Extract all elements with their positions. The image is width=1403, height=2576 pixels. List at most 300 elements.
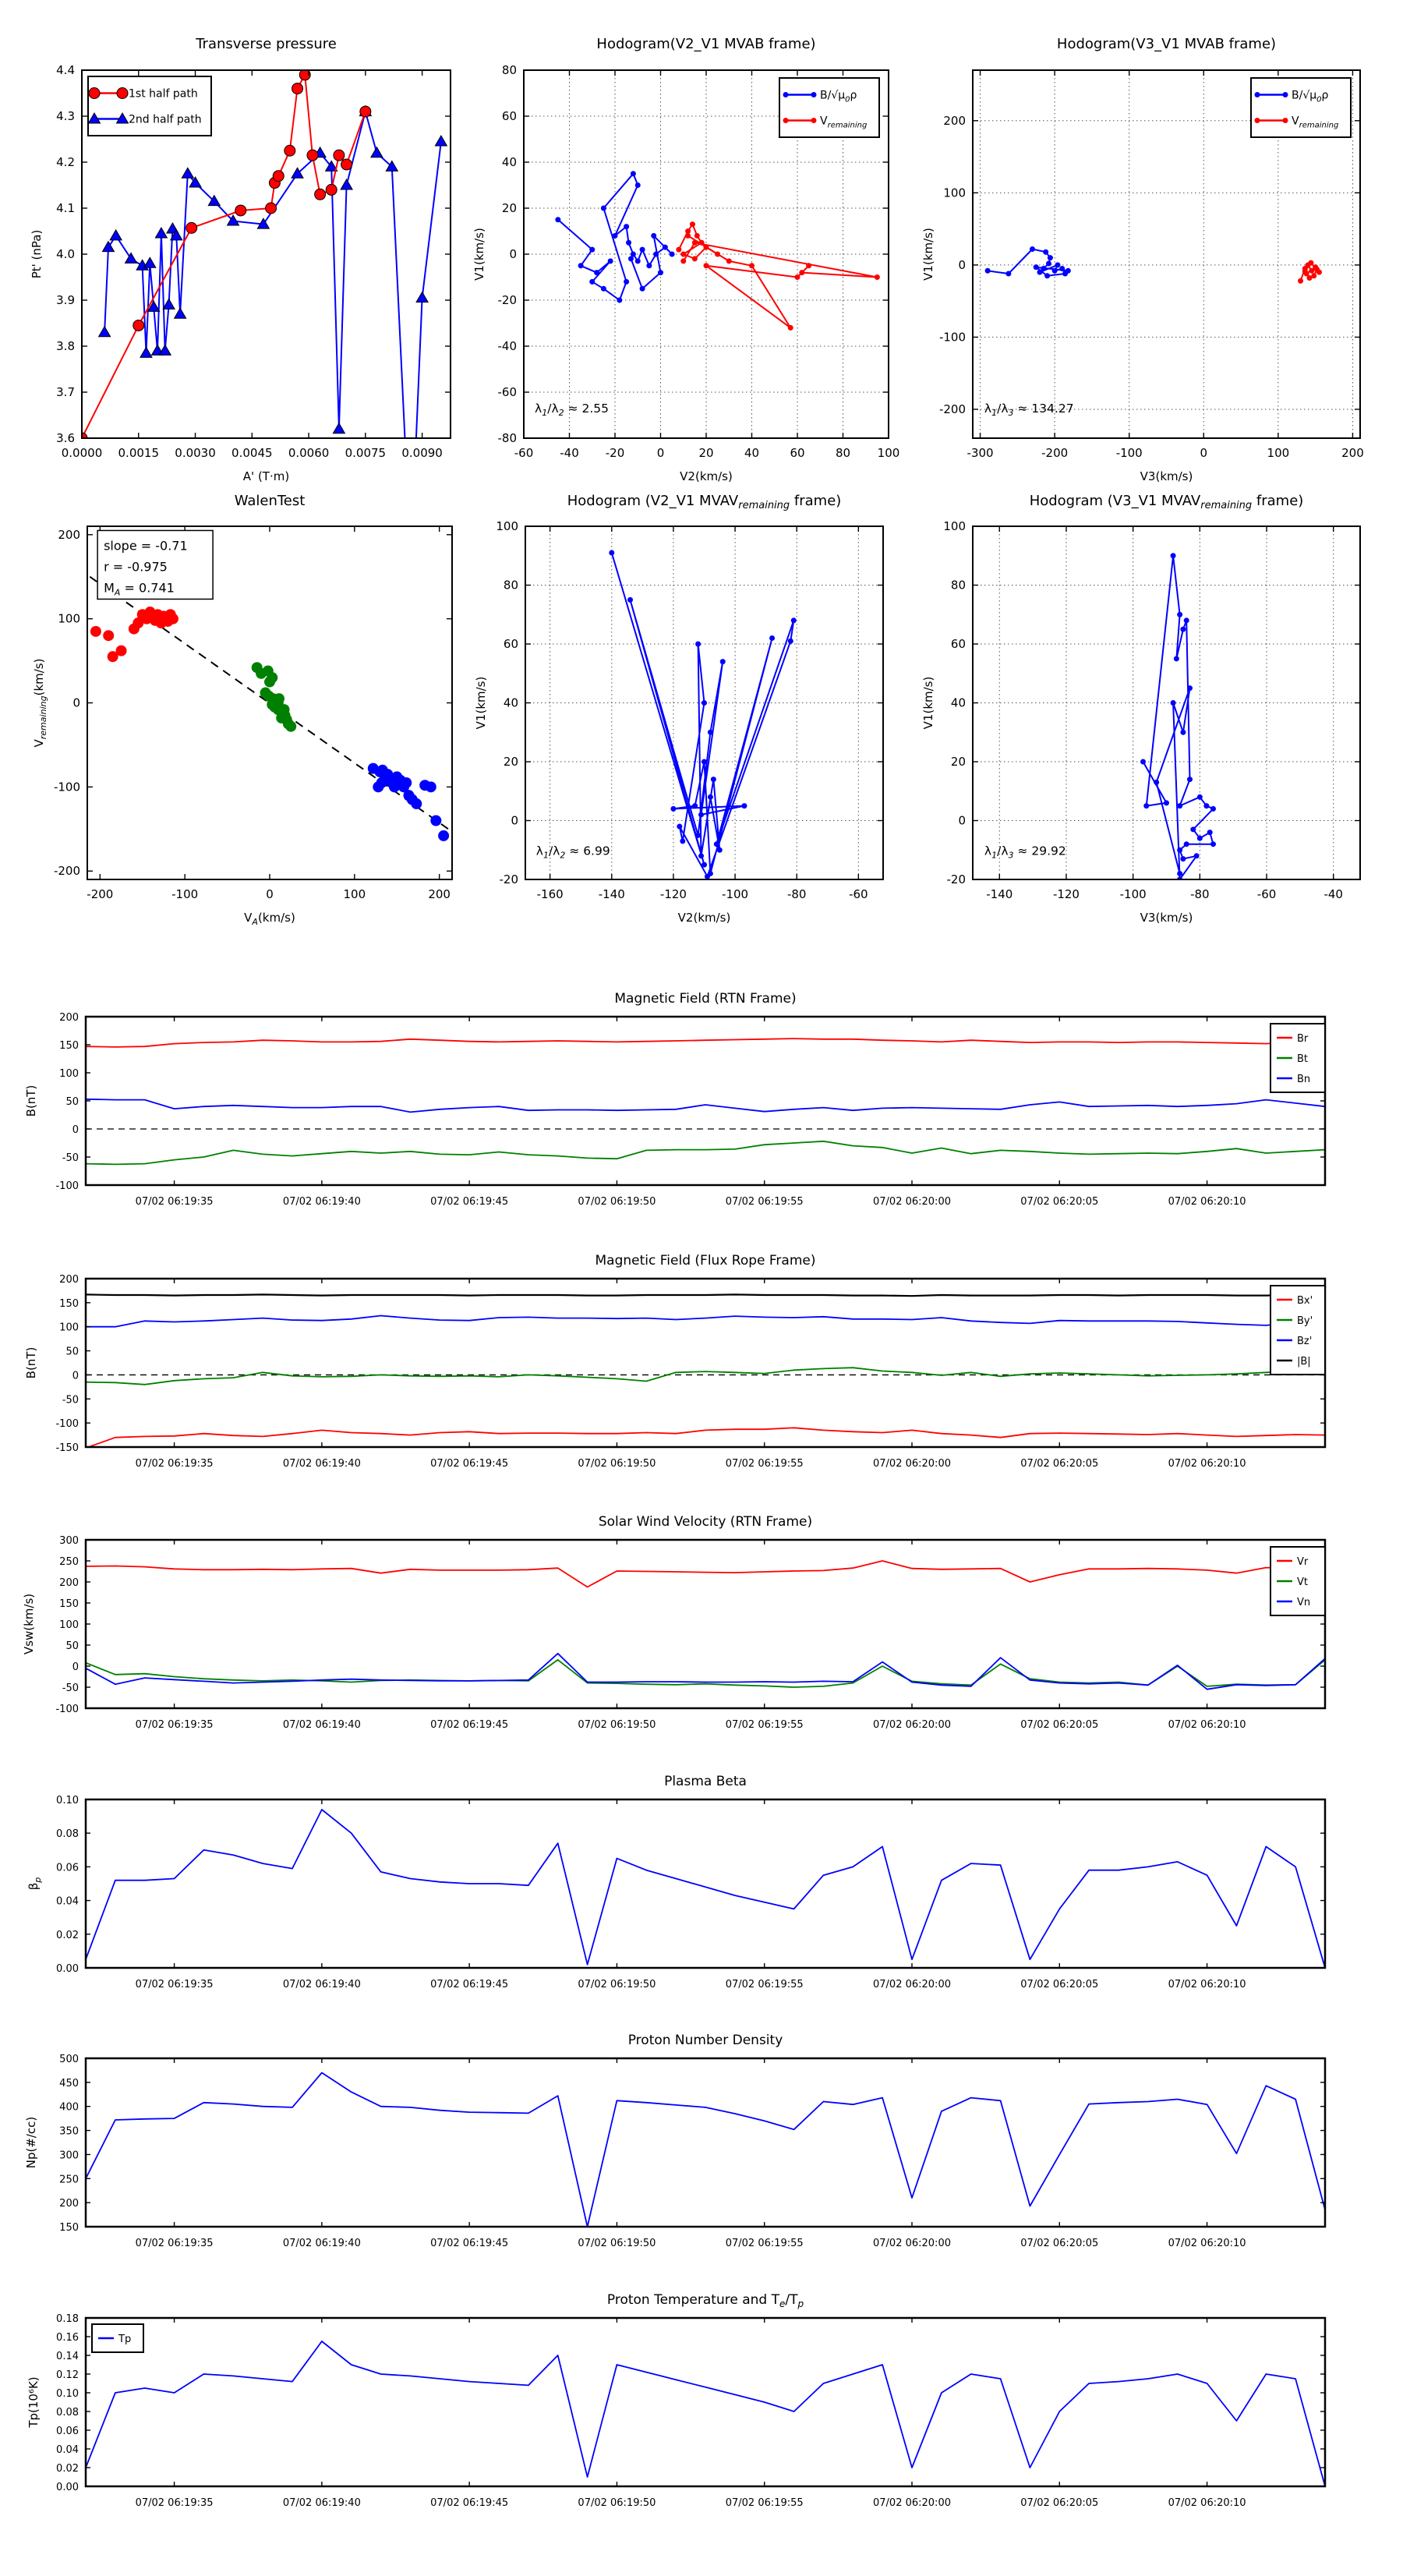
x-tick-label: 07/02 06:19:40 (282, 1458, 361, 1470)
marker-dot (690, 221, 695, 227)
y-tick-label: 0.10 (56, 2388, 79, 2400)
x-tick-label: 07/02 06:19:45 (430, 1979, 509, 1990)
eigenvalue-annotation: $\lambda_1/\lambda_2 \approx 2.55$ (535, 401, 609, 418)
marker-circle (292, 83, 303, 94)
chart-magnetic-field-flux-rope (24, 1253, 1325, 1470)
marker-dot (1197, 836, 1203, 841)
marker-triangle (163, 299, 175, 309)
y-tick-label: 80 (501, 63, 517, 77)
marker-dot (1177, 612, 1182, 617)
y-tick-label: -20 (946, 872, 966, 886)
y-tick-label: 40 (501, 155, 517, 169)
x-tick-label: 07/02 06:19:35 (135, 1979, 214, 1990)
y-tick-label: 350 (59, 2125, 79, 2138)
y-tick-label: 0 (72, 1124, 79, 1136)
marker-dot (1177, 871, 1182, 876)
marker-dot (1255, 92, 1260, 97)
y-tick-label: 0 (72, 1661, 79, 1673)
chart-walen-test (32, 493, 452, 927)
x-tick-label: 07/02 06:19:55 (725, 2238, 804, 2249)
series-V-hodogram (1143, 556, 1214, 879)
series-Vr (86, 1561, 1325, 1587)
series-V-hodogram (612, 553, 794, 876)
chart-proton-temperature (27, 2292, 1325, 2509)
y-tick-label: 0 (511, 813, 518, 828)
x-tick-label: -100 (171, 887, 199, 901)
marker-dot (692, 240, 698, 246)
marker-dot (741, 803, 747, 809)
marker-dot (1197, 794, 1203, 800)
marker-dot (624, 224, 629, 229)
marker-triangle (416, 292, 428, 303)
series-V-remaining (679, 225, 878, 328)
x-tick-label: 07/02 06:20:10 (1168, 2238, 1246, 2249)
walen-test-xlabel: $V_A(km/s)$ (244, 911, 295, 927)
hodogram-v2v1-mvab-ylabel: V1(km/s) (472, 228, 486, 281)
y-tick-label: -20 (497, 293, 517, 307)
y-tick-label: 200 (58, 527, 80, 542)
axes-frame (86, 2318, 1325, 2486)
y-tick-label: 100 (59, 1322, 79, 1334)
marker-dot (708, 730, 713, 735)
hodogram-v3v1-mvab-xlabel: V3(km/s) (1140, 469, 1193, 483)
marker-dot (715, 252, 720, 257)
y-tick-label: 0.04 (56, 2444, 79, 2456)
x-tick-label: 07/02 06:19:35 (135, 2238, 214, 2249)
y-tick-label: 0.02 (56, 2463, 79, 2475)
marker-triangle (371, 147, 383, 157)
x-tick-label: 07/02 06:20:10 (1168, 1458, 1246, 1470)
marker-dot (264, 677, 275, 688)
marker-dot (717, 847, 723, 853)
y-tick-label: 0.04 (56, 1895, 79, 1908)
y-tick-label: 0.18 (56, 2313, 79, 2325)
x-tick-label: 07/02 06:20:10 (1168, 1196, 1246, 1208)
legend-label: Br (1297, 1033, 1309, 1045)
marker-circle (266, 203, 277, 214)
y-tick-label: 0 (958, 257, 966, 272)
marker-dot (676, 247, 681, 253)
x-tick-label: 07/02 06:19:45 (430, 2497, 509, 2509)
marker-dot (1171, 553, 1176, 558)
chart-hodogram-v2v1-mvab (472, 36, 899, 483)
marker-triangle (175, 308, 186, 318)
series-By-prime (86, 1368, 1325, 1385)
y-tick-label: 50 (65, 1640, 79, 1652)
x-tick-label: -200 (87, 887, 114, 901)
marker-circle (186, 222, 197, 233)
series-Vt (86, 1660, 1325, 1687)
y-tick-label: 3.7 (56, 385, 75, 399)
marker-dot (594, 270, 599, 275)
y-tick-label: -50 (62, 1394, 79, 1407)
y-tick-label: 0.14 (56, 2351, 79, 2362)
x-tick-label: 80 (835, 446, 851, 460)
x-tick-label: 0.0045 (231, 446, 273, 460)
x-tick-label: 0 (266, 887, 274, 901)
marker-dot (555, 217, 560, 222)
x-tick-label: 07/02 06:19:40 (282, 1719, 361, 1731)
y-tick-label: 0.08 (56, 2407, 79, 2419)
marker-dot (875, 274, 880, 280)
marker-dot (788, 639, 793, 644)
marker-dot (1140, 759, 1146, 765)
y-tick-label: 4.4 (56, 63, 75, 77)
series-beta-p (86, 1810, 1325, 1968)
legend-box (88, 76, 211, 136)
marker-dot (705, 874, 710, 879)
legend-label: By' (1297, 1315, 1313, 1327)
marker-dot (1180, 730, 1186, 735)
marker-dot (811, 118, 817, 123)
marker-dot (658, 270, 663, 275)
marker-dot (1143, 803, 1149, 809)
marker-dot (711, 777, 716, 782)
marker-circle (117, 88, 128, 99)
marker-dot (589, 279, 595, 285)
series-Bt (86, 1141, 1325, 1165)
legend-label: $V_{remaining}$ (1292, 115, 1339, 130)
marker-dot (663, 245, 668, 250)
y-tick-label: 40 (503, 695, 518, 710)
marker-dot (1059, 266, 1065, 271)
marker-triangle (435, 136, 447, 146)
marker-circle (326, 184, 337, 195)
x-tick-label: 0.0090 (401, 446, 443, 460)
marker-dot (1174, 656, 1179, 661)
marker-dot (430, 816, 441, 826)
series-Br (86, 1039, 1325, 1047)
y-tick-label: 100 (943, 519, 966, 533)
marker-dot (769, 635, 775, 641)
marker-dot (589, 247, 595, 253)
legend-label: Tp (118, 2334, 132, 2345)
x-tick-label: 07/02 06:19:50 (578, 2497, 656, 2509)
walen-test-title: WalenTest (234, 493, 306, 509)
marker-dot (640, 247, 645, 253)
marker-dot (426, 781, 436, 792)
proton-temperature-ylabel: Tp(10⁶K) (27, 2376, 41, 2428)
x-tick-label: 07/02 06:20:10 (1168, 1719, 1246, 1731)
marker-dot (608, 258, 613, 264)
proton-temperature-title: Proton Temperature and $T_e/T_p$ (606, 2292, 804, 2309)
x-tick-label: -200 (1041, 446, 1069, 460)
chart-hodogram-v2v1-mvav (474, 493, 883, 925)
x-tick-label: 07/02 06:19:50 (578, 1719, 656, 1731)
hodogram-v2v1-mvav-ylabel: V1(km/s) (474, 676, 488, 730)
marker-dot (702, 862, 707, 868)
marker-dot (795, 274, 800, 280)
y-tick-label: -80 (497, 431, 517, 445)
marker-dot (601, 206, 606, 211)
x-tick-label: 07/02 06:19:45 (430, 2238, 509, 2249)
x-tick-label: 07/02 06:19:55 (725, 1719, 804, 1731)
marker-circle (360, 106, 371, 117)
marker-dot (653, 252, 659, 257)
solar-wind-velocity-ylabel: Vsw(km/s) (22, 1593, 36, 1655)
x-tick-label: -20 (605, 446, 625, 460)
x-tick-label: 07/02 06:19:55 (725, 1979, 804, 1990)
legend-label: |B| (1297, 1356, 1311, 1368)
marker-triangle (333, 423, 345, 433)
axes-frame (86, 2058, 1325, 2227)
y-tick-label: 200 (59, 1274, 79, 1286)
y-tick-label: 4.1 (56, 201, 75, 215)
series-Bn (86, 1099, 1325, 1113)
plasma-beta-title: Plasma Beta (664, 1774, 747, 1789)
marker-circle (273, 171, 284, 182)
legend-label: $V_{remaining}$ (820, 115, 868, 130)
marker-dot (1283, 92, 1288, 97)
x-tick-label: 07/02 06:20:00 (873, 1979, 951, 1990)
chart-hodogram-v3v1-mvab (921, 36, 1364, 483)
x-tick-label: 07/02 06:20:00 (873, 2238, 951, 2249)
marker-triangle (99, 327, 111, 337)
y-tick-label: 4.3 (56, 109, 75, 123)
y-tick-label: 100 (58, 611, 80, 626)
marker-dot (694, 233, 700, 239)
hodogram-v2v1-mvab-xlabel: V2(km/s) (680, 469, 733, 483)
marker-triangle (341, 179, 352, 189)
y-tick-label: -50 (62, 1683, 79, 1694)
x-tick-label: 0.0015 (118, 446, 160, 460)
eigenvalue-annotation: $\lambda_1/\lambda_3 \approx 134.27$ (984, 401, 1074, 418)
y-tick-label: 500 (59, 2054, 79, 2065)
y-tick-label: 300 (59, 1535, 79, 1547)
marker-dot (685, 233, 691, 239)
chart-plasma-beta (27, 1774, 1325, 1990)
series-Tp (86, 2341, 1325, 2486)
x-tick-label: -140 (598, 887, 625, 901)
hodogram-v2v1-mvab-title: Hodogram(V2_V1 MVAB frame) (596, 36, 816, 52)
x-tick-label: 20 (698, 446, 714, 460)
marker-triangle (405, 557, 417, 567)
marker-dot (1005, 271, 1011, 276)
y-tick-label: 0 (72, 695, 80, 710)
marker-dot (1203, 803, 1209, 809)
x-tick-label: -160 (536, 887, 564, 901)
marker-dot (626, 240, 631, 246)
stats-line: r = -0.975 (104, 559, 168, 575)
marker-dot (1044, 273, 1050, 278)
y-tick-label: -100 (55, 1704, 79, 1715)
marker-dot (702, 700, 707, 706)
y-tick-label: -100 (938, 330, 966, 345)
marker-dot (1190, 826, 1196, 832)
legend-label: Vn (1297, 1597, 1311, 1608)
marker-circle (133, 320, 144, 331)
legend-label: Vt (1297, 1576, 1308, 1588)
marker-dot (1302, 269, 1308, 274)
y-tick-label: 150 (59, 1040, 79, 1052)
magnetic-field-flux-rope-title: Magnetic Field (Flux Rope Frame) (595, 1253, 816, 1269)
marker-dot (635, 182, 641, 188)
marker-dot (749, 263, 755, 268)
marker-dot (609, 550, 614, 555)
y-tick-label: 100 (59, 1068, 79, 1080)
marker-dot (692, 803, 698, 809)
legend-label: 1st half path (129, 87, 198, 101)
transverse-pressure-xlabel: A' (T·m) (242, 469, 290, 483)
marker-dot (116, 646, 127, 656)
marker-dot (1180, 627, 1186, 632)
hodogram-v3v1-mvab-title: Hodogram(V3_V1 MVAB frame) (1056, 36, 1277, 52)
x-tick-label: -80 (1190, 887, 1210, 901)
y-tick-label: 150 (59, 1297, 79, 1310)
x-tick-label: 07/02 06:20:05 (1020, 1196, 1099, 1208)
y-tick-label: 20 (950, 755, 966, 769)
marker-dot (680, 252, 686, 257)
x-tick-label: 07/02 06:19:40 (282, 2238, 361, 2249)
marker-dot (677, 824, 682, 830)
series-Bz-prime (86, 1316, 1325, 1327)
x-tick-label: -120 (1052, 887, 1080, 901)
marker-circle (235, 205, 246, 216)
x-tick-label: 07/02 06:19:45 (430, 1196, 509, 1208)
marker-circle (341, 159, 352, 170)
marker-dot (1210, 806, 1216, 812)
stats-line: $M_A = 0.741$ (104, 580, 175, 598)
marker-dot (799, 270, 804, 275)
marker-dot (1164, 800, 1169, 805)
marker-dot (670, 806, 676, 812)
y-tick-label: -20 (499, 872, 518, 886)
y-tick-label: 400 (59, 2101, 79, 2114)
marker-dot (1037, 270, 1043, 275)
marker-dot (695, 642, 701, 647)
y-tick-label: 200 (59, 1577, 79, 1589)
marker-dot (783, 92, 789, 97)
eigenvalue-annotation: $\lambda_1/\lambda_2 \approx 6.99$ (535, 844, 610, 861)
y-tick-label: 100 (496, 519, 518, 533)
x-tick-label: 0 (656, 446, 665, 460)
x-tick-label: 07/02 06:19:50 (578, 1196, 656, 1208)
marker-dot (699, 240, 705, 246)
x-tick-label: 07/02 06:20:05 (1020, 2497, 1099, 2509)
y-tick-label: -50 (62, 1152, 79, 1164)
x-tick-label: 100 (877, 446, 900, 460)
marker-dot (628, 256, 634, 261)
y-tick-label: -200 (938, 402, 966, 416)
y-tick-label: 20 (503, 755, 518, 769)
y-tick-label: 0.12 (56, 2369, 79, 2381)
marker-dot (698, 812, 704, 817)
legend-label: $B/√\mu_0\rho$ (820, 89, 857, 104)
marker-triangle (125, 253, 137, 263)
x-tick-label: 0 (1200, 446, 1208, 460)
x-tick-label: 07/02 06:19:35 (135, 2497, 214, 2509)
y-tick-label: -40 (497, 339, 517, 353)
axes-frame (86, 1540, 1325, 1708)
magnetic-field-rtn-ylabel: B(nT) (24, 1085, 38, 1117)
x-tick-label: 07/02 06:20:00 (873, 1458, 951, 1470)
plasma-beta-ylabel: $\beta_p$ (27, 1877, 43, 1891)
solar-wind-velocity-title: Solar Wind Velocity (RTN Frame) (598, 1514, 813, 1530)
marker-dot (1184, 841, 1189, 847)
x-tick-label: 07/02 06:19:50 (578, 1979, 656, 1990)
x-tick-label: 0.0075 (345, 446, 387, 460)
x-tick-label: 200 (1341, 446, 1364, 460)
y-tick-label: 0.06 (56, 2426, 79, 2437)
marker-dot (1154, 780, 1159, 785)
marker-dot (680, 258, 686, 264)
marker-dot (624, 279, 629, 285)
marker-dot (376, 777, 387, 788)
x-tick-label: 60 (790, 446, 805, 460)
y-tick-label: 50 (65, 1346, 79, 1358)
y-tick-label: 100 (59, 1619, 79, 1631)
x-tick-label: 0.0060 (288, 446, 330, 460)
marker-dot (1316, 270, 1322, 275)
hodogram-v3v1-mvav-ylabel: V1(km/s) (921, 676, 935, 730)
marker-dot (680, 838, 685, 844)
marker-dot (1066, 268, 1071, 274)
y-tick-label: 3.9 (56, 293, 75, 307)
y-tick-label: 0.08 (56, 1828, 79, 1841)
marker-dot (1187, 777, 1193, 782)
x-tick-label: 07/02 06:20:05 (1020, 2238, 1099, 2249)
marker-dot (788, 325, 793, 331)
y-tick-label: 60 (950, 637, 966, 651)
x-tick-label: 07/02 06:20:00 (873, 2497, 951, 2509)
y-tick-label: 100 (943, 186, 966, 200)
marker-dot (698, 853, 704, 858)
chart-transverse-pressure (30, 36, 451, 567)
x-tick-label: 07/02 06:19:35 (135, 1458, 214, 1470)
x-tick-label: -40 (1323, 887, 1343, 901)
y-tick-label: 0.06 (56, 1862, 79, 1874)
marker-dot (168, 614, 178, 625)
y-tick-label: 50 (65, 1096, 79, 1108)
x-tick-label: 07/02 06:20:05 (1020, 1458, 1099, 1470)
marker-dot (601, 286, 606, 292)
marker-dot (1180, 856, 1186, 862)
y-tick-label: 200 (943, 113, 966, 128)
series-B-magnitude (86, 1294, 1325, 1296)
marker-dot (811, 92, 817, 97)
marker-triangle (102, 242, 114, 252)
marker-circle (284, 145, 295, 156)
marker-dot (695, 833, 701, 838)
magnetic-field-rtn-title: Magnetic Field (RTN Frame) (614, 991, 797, 1007)
y-tick-label: 60 (501, 109, 517, 123)
chart-hodogram-v3v1-mvav (921, 493, 1360, 925)
marker-dot (1046, 261, 1051, 267)
y-tick-label: 0.16 (56, 2332, 79, 2344)
marker-dot (1055, 262, 1060, 267)
x-tick-label: -140 (986, 887, 1013, 901)
series-Np (86, 2073, 1325, 2227)
marker-dot (1255, 118, 1260, 123)
marker-dot (1184, 617, 1189, 623)
marker-dot (1043, 249, 1048, 255)
marker-dot (1210, 841, 1216, 847)
marker-dot (726, 258, 732, 264)
y-tick-label: -150 (55, 1442, 79, 1454)
hodogram-v2v1-mvav-xlabel: V2(km/s) (677, 911, 731, 925)
proton-number-density-title: Proton Number Density (627, 2033, 783, 2048)
marker-dot (1030, 246, 1035, 252)
x-tick-label: 07/02 06:19:40 (282, 2497, 361, 2509)
x-tick-label: 07/02 06:19:40 (282, 1979, 361, 1990)
walen-test-ylabel: $V_{remaining}(km/s)$ (32, 658, 48, 748)
y-tick-label: -200 (53, 864, 80, 879)
x-tick-label: 07/02 06:20:00 (873, 1719, 951, 1731)
x-tick-label: 07/02 06:19:55 (725, 1458, 804, 1470)
marker-dot (1207, 830, 1213, 835)
y-tick-label: 150 (59, 2222, 79, 2234)
marker-dot (692, 256, 698, 261)
